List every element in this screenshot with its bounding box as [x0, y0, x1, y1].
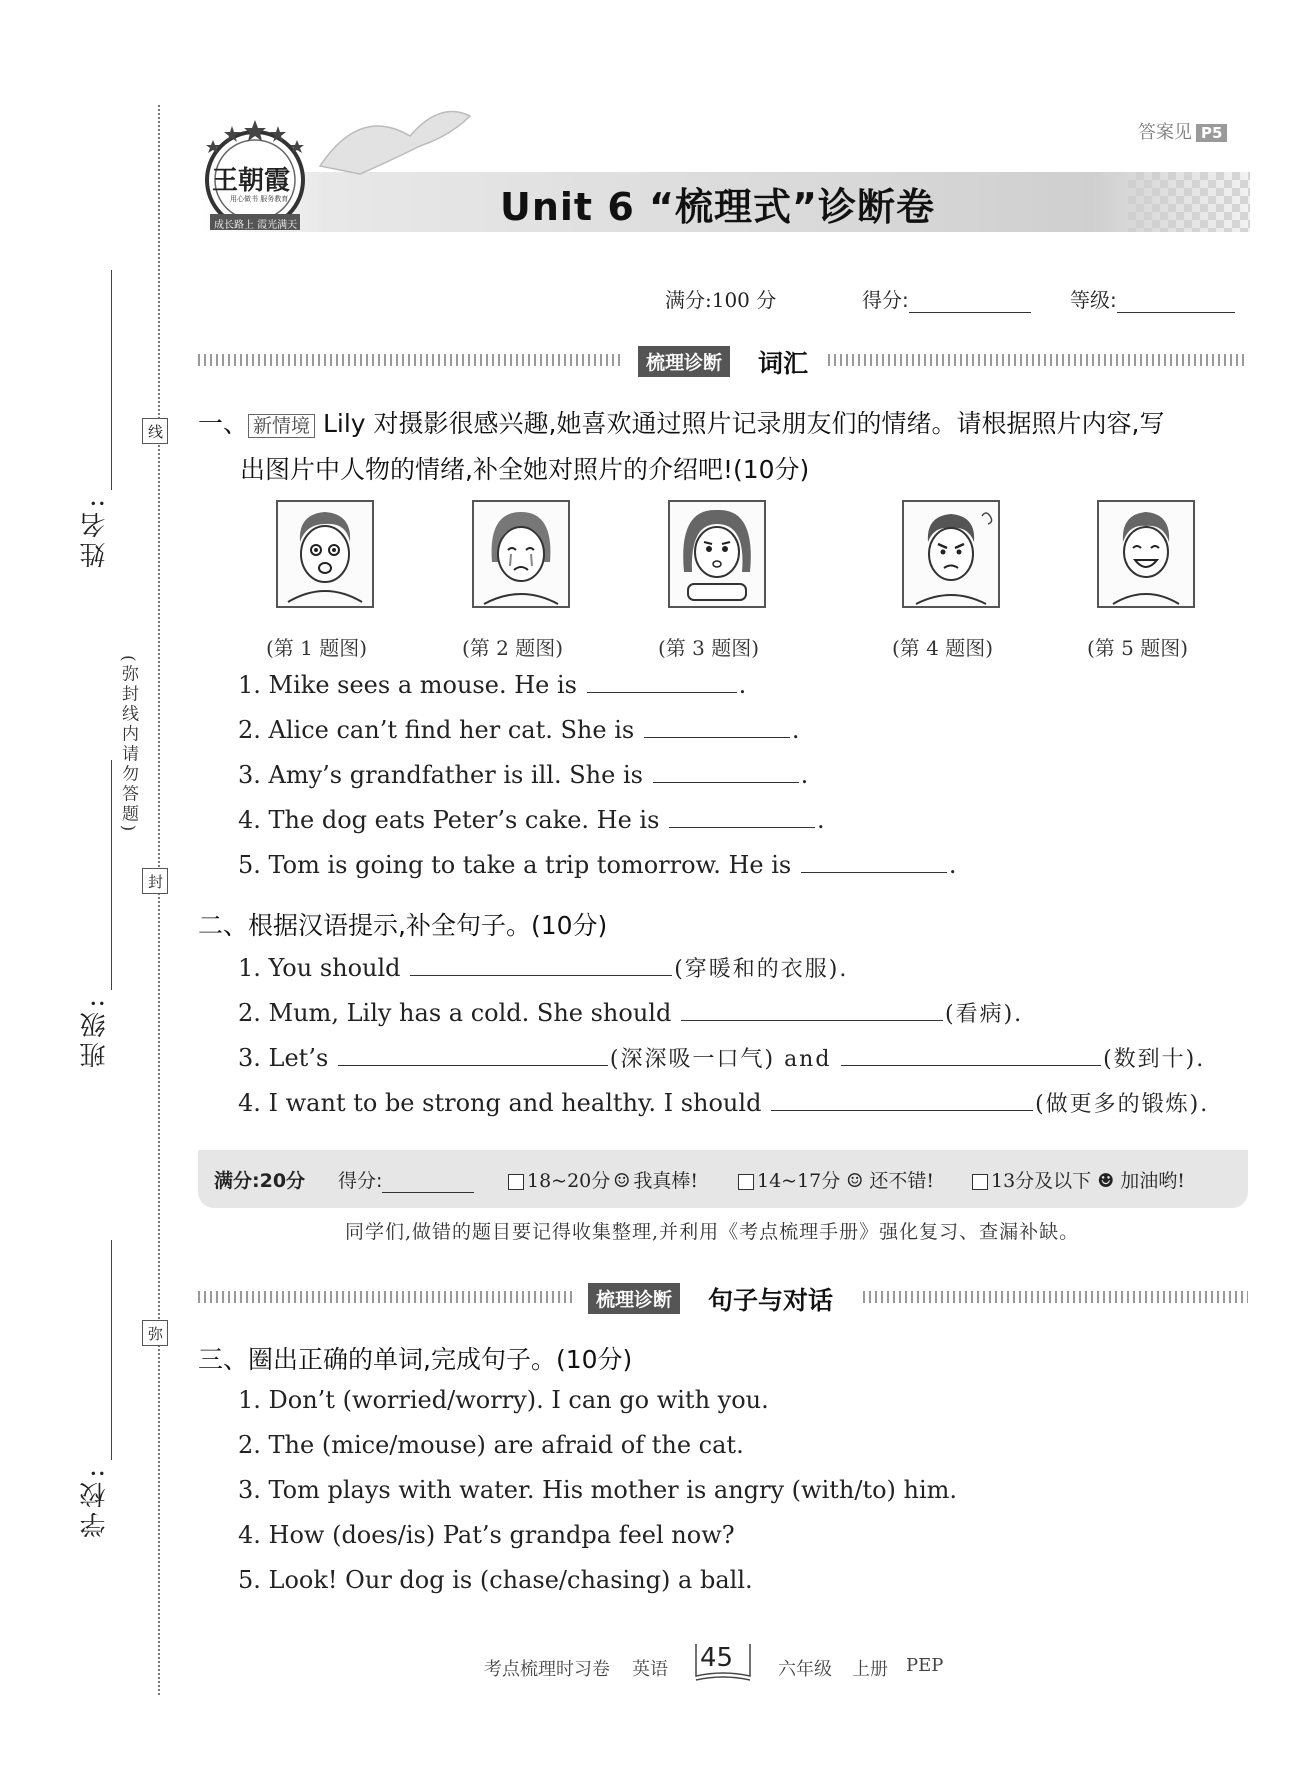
cheer-face-icon: ☻: [1097, 1170, 1115, 1192]
seal-dotted-line: [158, 105, 160, 1695]
page-number: 45: [700, 1643, 734, 1673]
bar-score-field: 得分:: [338, 1166, 474, 1193]
section-divider-sentences: [198, 1281, 1248, 1313]
photo-2-crying-girl: [472, 500, 570, 608]
banner-pattern: [1128, 172, 1250, 232]
school-label: 学校:: [80, 1465, 110, 1538]
answer-blank[interactable]: [410, 953, 672, 976]
q1-heading: 一、 新情境 Lily 对摄影很感兴趣,她喜欢通过照片记录朋友们的情绪。请根据照片内容,写: [198, 409, 1165, 438]
smile-face-icon: ☺: [613, 1170, 631, 1192]
q3-item-5: 5. Look! Our dog is (chase/chasing) a ball.: [238, 1566, 753, 1594]
class-line: [111, 760, 112, 990]
footer-edition: PEP: [906, 1655, 944, 1676]
class-label: 班级:: [80, 995, 110, 1068]
answer-blank[interactable]: [681, 998, 943, 1021]
caption-1: (第 1 题图): [266, 636, 368, 660]
answer-blank[interactable]: [669, 805, 815, 828]
q1-heading-line2: 出图片中人物的情绪,补全她对照片的介绍吧!(10分): [240, 455, 810, 484]
q3-item-3: 3. Tom plays with water. His mother is angry (with/to) him.: [238, 1476, 958, 1504]
logo-name: 王朝霞: [212, 166, 291, 196]
q3-item-2: 2. The (mice/mouse) are afraid of the cat.: [238, 1431, 744, 1459]
rating-option-2[interactable]: 14~17分 ☺ 还不错!: [738, 1166, 934, 1193]
footer-series: 考点梳理时习卷: [484, 1659, 610, 1680]
answer-blank[interactable]: [801, 850, 947, 873]
name-label: 姓名:: [80, 495, 110, 568]
answer-blank[interactable]: [338, 1043, 608, 1066]
section-tag: 梳理诊断: [638, 346, 730, 377]
photo-3-worried-girl: [668, 500, 766, 608]
grade-blank[interactable]: [1117, 292, 1235, 313]
smile-face-icon: ☺: [846, 1170, 864, 1192]
q1-item-2: 2. Alice can’t find her cat. She is .: [238, 716, 800, 744]
caption-2: (第 2 题图): [462, 636, 564, 660]
checkbox[interactable]: [738, 1174, 754, 1190]
ribbon-decoration: [300, 96, 500, 176]
q3-item-1: 1. Don’t (worried/worry). I can go with you.: [238, 1386, 769, 1414]
caption-5: (第 5 题图): [1087, 636, 1189, 660]
q1-item-3: 3. Amy’s grandfather is ill. She is .: [238, 761, 809, 789]
score-field: 得分:: [862, 284, 1031, 313]
caption-3: (第 3 题图): [658, 636, 760, 660]
answer-blank[interactable]: [653, 760, 799, 783]
study-tip: 同学们,做错的题目要记得收集整理,并利用《考点梳理手册》强化复习、查漏补缺。: [345, 1221, 1080, 1243]
footer-grade: 六年级: [778, 1659, 832, 1680]
answer-page-badge: P5: [1196, 124, 1227, 142]
checkbox[interactable]: [972, 1174, 988, 1190]
checkbox[interactable]: [508, 1174, 524, 1190]
answer-blank[interactable]: [587, 670, 737, 693]
q2-item-3: 3. Let’s (深深吸一口气) and (数到十).: [238, 1044, 1206, 1072]
q3-heading: 三、圈出正确的单词,完成句子。(10分): [198, 1345, 633, 1374]
new-context-chip: 新情境: [248, 414, 315, 438]
bar-score-blank[interactable]: [382, 1174, 474, 1193]
answer-blank[interactable]: [841, 1043, 1101, 1066]
score-blank[interactable]: [909, 292, 1031, 313]
rating-option-3[interactable]: 13分及以下 ☻ 加油哟!: [972, 1166, 1185, 1193]
bar-full-score: 满分:20分: [214, 1170, 306, 1192]
logo-small-text: 用心做书 服务教育: [230, 195, 289, 203]
section-divider-vocab: [198, 344, 1248, 376]
caption-4: (第 4 题图): [892, 636, 994, 660]
seal-mark-mi: 弥: [142, 1320, 168, 1346]
answer-blank[interactable]: [644, 715, 790, 738]
seal-note: (弥封线内请勿答题): [118, 655, 138, 835]
full-score: 满分:100 分: [665, 288, 777, 312]
answer-reference: 答案见 P5: [1138, 118, 1227, 144]
seal-mark-feng: 封: [142, 868, 168, 894]
q2-item-2: 2. Mum, Lily has a cold. She should (看病).: [238, 999, 1024, 1027]
q2-item-1: 1. You should (穿暖和的衣服).: [238, 954, 849, 982]
seal-mark-xian: 线: [142, 418, 168, 444]
photo-4-angry-boy: [902, 500, 1000, 608]
q2-item-4: 4. I want to be strong and healthy. I should (做更多的锻炼).: [238, 1089, 1210, 1117]
q1-item-5: 5. Tom is going to take a trip tomorrow. He is .: [238, 851, 957, 879]
rating-option-1[interactable]: 18~20分 ☺ 我真棒!: [508, 1166, 698, 1193]
page-title: Unit 6 “梳理式”诊断卷: [500, 185, 935, 229]
q1-item-1: 1. Mike sees a mouse. He is .: [238, 671, 747, 699]
grade-field: 等级:: [1070, 284, 1235, 313]
photo-1-scared-boy: [276, 500, 374, 608]
self-assessment-bar: [198, 1150, 1248, 1208]
section-title: 词汇: [758, 349, 809, 378]
section-tag: 梳理诊断: [588, 1283, 680, 1314]
q1-item-4: 4. The dog eats Peter’s cake. He is .: [238, 806, 825, 834]
footer-subject: 英语: [632, 1659, 668, 1680]
q3-item-4: 4. How (does/is) Pat’s grandpa feel now?: [238, 1521, 735, 1549]
school-line: [111, 1240, 112, 1460]
logo-slogan: 成长路上 霞光满天: [214, 220, 298, 231]
photo-5-happy-boy: [1097, 500, 1195, 608]
section-title: 句子与对话: [708, 1286, 834, 1315]
name-line: [111, 270, 112, 490]
footer-volume: 上册: [852, 1659, 888, 1680]
publisher-logo: [196, 118, 314, 236]
answer-blank[interactable]: [771, 1088, 1033, 1111]
q2-heading: 二、根据汉语提示,补全句子。(10分): [198, 911, 608, 940]
